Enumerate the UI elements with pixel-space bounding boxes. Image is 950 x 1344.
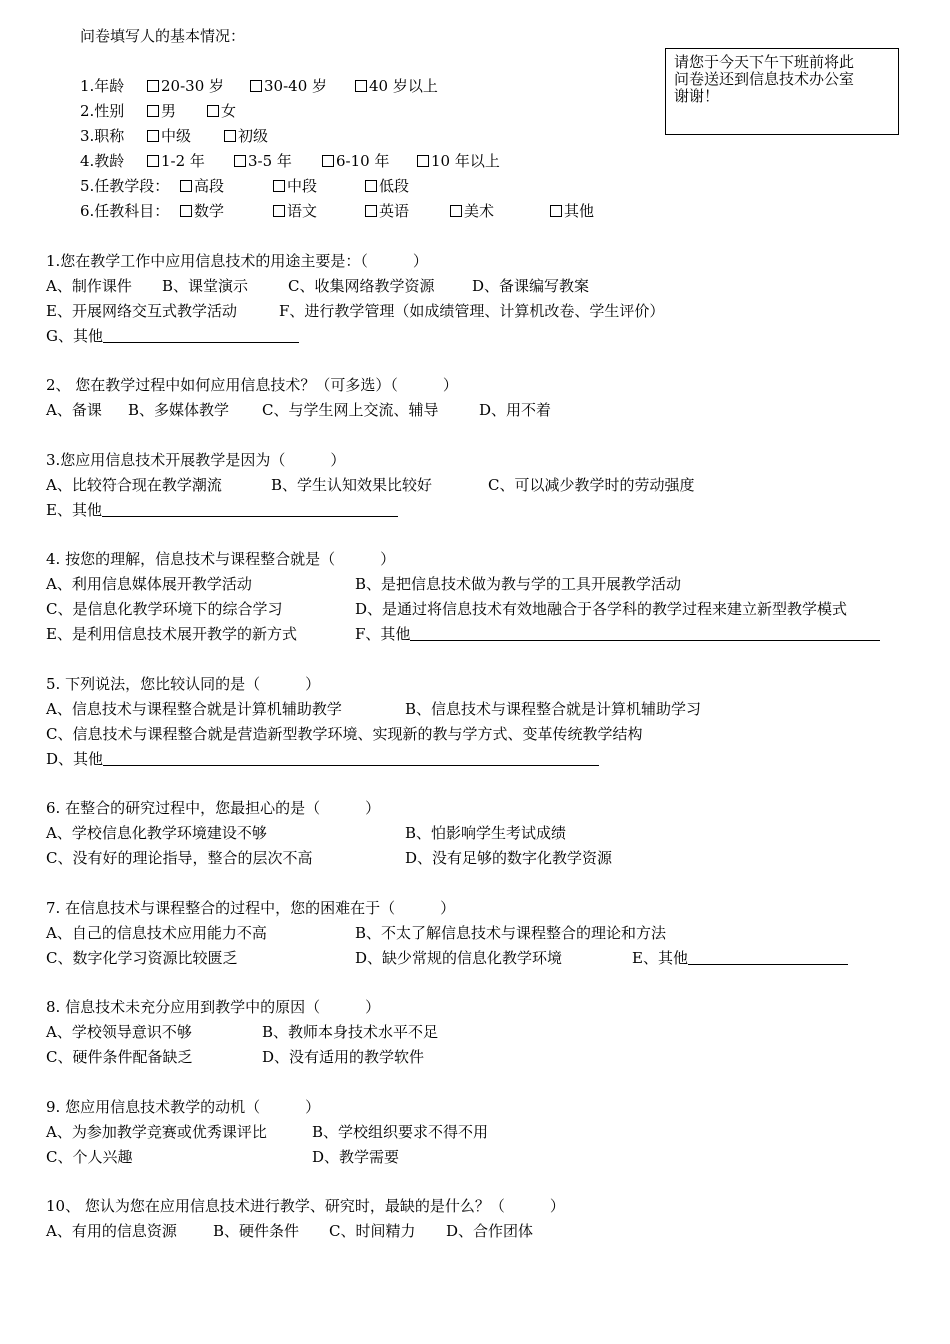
option-text: C、可以减少教学时的劳动强度 [488, 476, 695, 494]
age-label: 1.年龄 [80, 77, 125, 95]
option-text: A、利用信息媒体展开教学活动 [46, 575, 252, 593]
question-title: 9. 您应用信息技术教学的动机（ ） [46, 1098, 321, 1116]
fill-blank[interactable] [103, 751, 599, 766]
stage-label: 5.任教学段： [80, 177, 170, 195]
option-other: F、其他 [355, 624, 880, 644]
option-text: C、信息技术与课程整合就是营造新型教学环境、实现新的教与学方式、变革传统教学结构 [46, 725, 643, 743]
checkbox-icon[interactable] [450, 205, 462, 217]
option-other: D、其他 [46, 749, 599, 769]
option-text: C、收集网络教学资源 [288, 277, 435, 295]
option-text: D、教学需要 [312, 1148, 400, 1166]
age-option[interactable]: 30-40 岁 [250, 76, 327, 96]
notice-box [665, 48, 899, 135]
question-title: 5. 下列说法，您比较认同的是（ ） [46, 675, 321, 693]
checkbox-icon[interactable] [224, 130, 236, 142]
checkbox-icon[interactable] [365, 205, 377, 217]
option-text: B、学校组织要求不得不用 [312, 1123, 489, 1141]
option-text: C、是信息化教学环境下的综合学习 [46, 600, 283, 618]
subject-option[interactable]: 数学 [180, 201, 224, 221]
option-other: G、其他 [46, 326, 299, 346]
option-text: A、自己的信息技术应用能力不高 [46, 924, 267, 942]
option-text: C、与学生网上交流、辅导 [262, 401, 439, 419]
checkbox-icon[interactable] [355, 80, 367, 92]
question-title: 3.您应用信息技术开展教学是因为（ ） [46, 451, 346, 469]
stage-option[interactable]: 低段 [365, 176, 409, 196]
option-text: D、用不着 [479, 401, 552, 419]
option-text: B、不太了解信息技术与课程整合的理论和方法 [355, 924, 667, 942]
question-title: 1.您在教学工作中应用信息技术的用途主要是：（ ） [46, 252, 428, 270]
checkbox-icon[interactable] [322, 155, 334, 167]
option-text: D、是通过将信息技术有效地融合于各学科的教学过程来建立新型教学模式 [355, 600, 848, 618]
notice-line: 请您于今天下午下班前将此 [674, 53, 855, 71]
checkbox-icon[interactable] [234, 155, 246, 167]
option-text: B、硬件条件 [213, 1222, 300, 1240]
subject-option[interactable]: 英语 [365, 201, 409, 221]
gender-option[interactable]: 女 [207, 101, 236, 121]
option-other: E、其他 [632, 948, 848, 968]
option-text: E、开展网络交互式教学活动 [46, 302, 237, 320]
checkbox-icon[interactable] [250, 80, 262, 92]
years-option[interactable]: 10 年以上 [417, 151, 500, 171]
subject-label: 6.任教科目： [80, 202, 170, 220]
fill-blank[interactable] [102, 502, 398, 517]
years-option[interactable]: 3-5 年 [234, 151, 292, 171]
age-option[interactable]: 20-30 岁 [147, 76, 224, 96]
checkbox-icon[interactable] [365, 180, 377, 192]
option-text: A、学校领导意识不够 [46, 1023, 192, 1041]
rank-option[interactable]: 中级 [147, 126, 191, 146]
question-title: 2、 您在教学过程中如何应用信息技术？（可多选）（ ） [46, 376, 458, 394]
option-text: A、有用的信息资源 [46, 1222, 177, 1240]
option-text: D、备课编写教案 [472, 277, 590, 295]
notice-line: 问卷送还到信息技术办公室 [674, 70, 855, 88]
stage-option[interactable]: 高段 [180, 176, 224, 196]
option-text: B、教师本身技术水平不足 [262, 1023, 439, 1041]
age-option[interactable]: 40 岁以上 [355, 76, 438, 96]
checkbox-icon[interactable] [147, 80, 159, 92]
fill-blank[interactable] [410, 626, 880, 641]
option-text: F、进行教学管理（如成绩管理、计算机改卷、学生评价） [279, 302, 665, 320]
rank-option[interactable]: 初级 [224, 126, 268, 146]
subject-option[interactable]: 美术 [450, 201, 494, 221]
checkbox-icon[interactable] [180, 205, 192, 217]
checkbox-icon[interactable] [273, 180, 285, 192]
question-title: 7. 在信息技术与课程整合的过程中，您的困难在于（ ） [46, 899, 456, 917]
checkbox-icon[interactable] [180, 180, 192, 192]
option-text: C、没有好的理论指导，整合的层次不高 [46, 849, 313, 867]
checkbox-icon[interactable] [273, 205, 285, 217]
option-text: A、信息技术与课程整合就是计算机辅助教学 [46, 700, 342, 718]
option-text: C、时间精力 [329, 1222, 416, 1240]
checkbox-icon[interactable] [147, 130, 159, 142]
option-text: B、怕影响学生考试成绩 [405, 824, 567, 842]
option-text: A、备课 [46, 401, 102, 419]
option-text: D、缺少常规的信息化教学环境 [355, 949, 563, 967]
subject-option[interactable]: 语文 [273, 201, 317, 221]
option-text: A、学校信息化教学环境建设不够 [46, 824, 267, 842]
option-text: C、个人兴趣 [46, 1148, 133, 1166]
question-title: 8. 信息技术未充分应用到教学中的原因（ ） [46, 998, 381, 1016]
fill-blank[interactable] [103, 328, 299, 343]
question-title: 10、 您认为您在应用信息技术进行教学、研究时，最缺的是什么？（ ） [46, 1197, 565, 1215]
option-text: B、信息技术与课程整合就是计算机辅助学习 [405, 700, 702, 718]
years-option[interactable]: 1-2 年 [147, 151, 205, 171]
gender-option[interactable]: 男 [147, 101, 176, 121]
years-label: 4.教龄 [80, 152, 125, 170]
option-text: E、是利用信息技术展开教学的新方式 [46, 625, 297, 643]
option-text: A、为参加教学竞赛或优秀课评比 [46, 1123, 267, 1141]
option-text: B、是把信息技术做为教与学的工具开展教学活动 [355, 575, 682, 593]
option-text: C、数字化学习资源比较匮乏 [46, 949, 238, 967]
subject-option[interactable]: 其他 [550, 201, 594, 221]
checkbox-icon[interactable] [147, 105, 159, 117]
option-text: C、硬件条件配备缺乏 [46, 1048, 193, 1066]
option-text: B、学生认知效果比较好 [271, 476, 433, 494]
checkbox-icon[interactable] [147, 155, 159, 167]
option-other: E、其他 [46, 500, 398, 520]
option-text: D、合作团体 [446, 1222, 534, 1240]
option-text: D、没有适用的教学软件 [262, 1048, 425, 1066]
fill-blank[interactable] [688, 950, 848, 965]
stage-option[interactable]: 中段 [273, 176, 317, 196]
basic-info-title: 问卷填写人的基本情况： [80, 27, 246, 45]
question-title: 6. 在整合的研究过程中，您最担心的是（ ） [46, 799, 381, 817]
notice-line: 谢谢！ [674, 87, 720, 105]
option-text: A、制作课件 [46, 277, 132, 295]
years-option[interactable]: 6-10 年 [322, 151, 389, 171]
checkbox-icon[interactable] [417, 155, 429, 167]
rank-label: 3.职称 [80, 127, 125, 145]
question-title: 4. 按您的理解，信息技术与课程整合就是（ ） [46, 550, 396, 568]
gender-label: 2.性别 [80, 102, 125, 120]
option-text: B、多媒体教学 [128, 401, 230, 419]
checkbox-icon[interactable] [550, 205, 562, 217]
option-text: D、没有足够的数字化教学资源 [405, 849, 613, 867]
option-text: B、课堂演示 [162, 277, 249, 295]
checkbox-icon[interactable] [207, 105, 219, 117]
option-text: A、比较符合现在教学潮流 [46, 476, 222, 494]
